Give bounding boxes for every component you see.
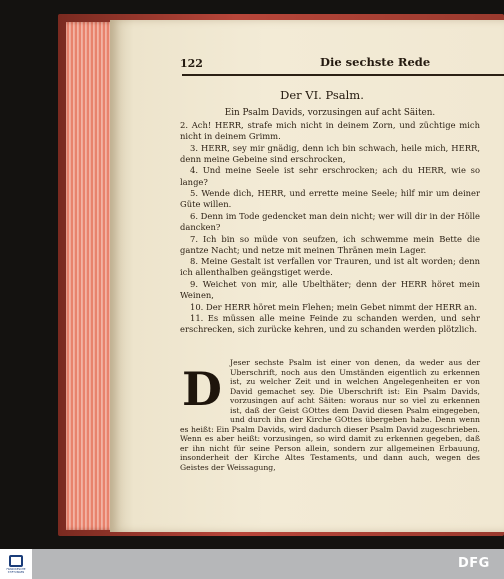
verse-6: 6. Denn im Tode gedencket man dein nicht; wer will dir in der Hölle dancken? xyxy=(180,210,480,232)
verse-11: 11. Es müssen alle meine Feinde zu schanden werden, und sehr erschrecken, sich zurücke kehren, und zu schanden werden plötzlich. xyxy=(180,313,480,335)
verse-9: 9. Weichet von mir, alle Ubelthäter; denn der HERR höret mein Weinen, xyxy=(180,278,480,300)
library-logo-text: FRANCKESCHE STIFTUNGEN xyxy=(6,567,26,574)
drop-initial: D xyxy=(182,362,222,416)
verse-8: 8. Meine Gestalt ist verfallen vor Trauren, und ist alt worden; denn ich allenthalben geängstiget werde. xyxy=(180,256,480,278)
running-title: Die sechste Rede xyxy=(320,55,431,69)
commentary-text: Jeser sechste Psalm ist einer von denen, da weder aus der Uberschrift, noch aus den Umständen eigentlich zu erkennen ist, zu welcher Zeit und in welchen Angelegenheiten er von David gemachet sey. Die Uberschrift ist: Ein Psalm Davids, vorzusingen auf acht Säiten: woraus nur so viel zu erkennen ist, daß der Geist GOttes dem David diesen Psalm eingegeben, und durch ihn der Kirche GOttes übergeben habe. Denn wenn es heißt: Ein Psalm Davids, wird dadurch dieser Psalm David zugeschrieben. Wenn es aber heißt: vorzusingen, so wird damit zu erkennen gegeben, daß er ihn nicht für seine Person allein, sondern zur allgemeinen Erbauung, insonderheit der Kirche Altes Testaments, und dann auch, wegen des Geistes der Weissagung, xyxy=(180,358,480,473)
page-number: 122 xyxy=(180,57,203,70)
verse-5: 5. Wende dich, HERR, und errette meine Seele; hilf mir um deiner Güte willen. xyxy=(180,188,480,210)
page-header xyxy=(150,55,504,73)
verse-4: 4. Und meine Seele ist sehr erschrocken; ach du HERR, wie so lange? xyxy=(180,165,480,187)
page-edges xyxy=(66,22,116,530)
psalm-heading: Der VI. Psalm. xyxy=(280,88,364,102)
commentary xyxy=(180,358,480,473)
header-rule xyxy=(182,74,504,76)
psalm-superscription: Ein Psalm Davids, vorzusingen auf acht Säiten. xyxy=(224,108,436,118)
verse-10: 10. Der HERR höret mein Flehen; mein Gebet nimmt der HERR an. xyxy=(190,301,478,312)
footer-bar xyxy=(0,549,504,579)
verse-3: 3. HERR, sey mir gnädig, denn ich bin schwach, heile mich, HERR, denn meine Gebeine sind erschrocken, xyxy=(180,142,480,164)
dfg-logo: DFG xyxy=(458,556,490,571)
psalm-text xyxy=(180,108,480,336)
verse-2: 2. Ach! HERR, strafe mich nicht in deinem Zorn, und züchtige mich nicht in deinem Grimm. xyxy=(180,120,480,142)
library-logo xyxy=(0,549,32,579)
verse-7: 7. Ich bin so müde von seufzen, ich schwemme mein Bette die gantze Nacht; und netze mit meinen Thränen mein Lager. xyxy=(180,233,480,255)
library-logo-icon xyxy=(9,555,23,567)
